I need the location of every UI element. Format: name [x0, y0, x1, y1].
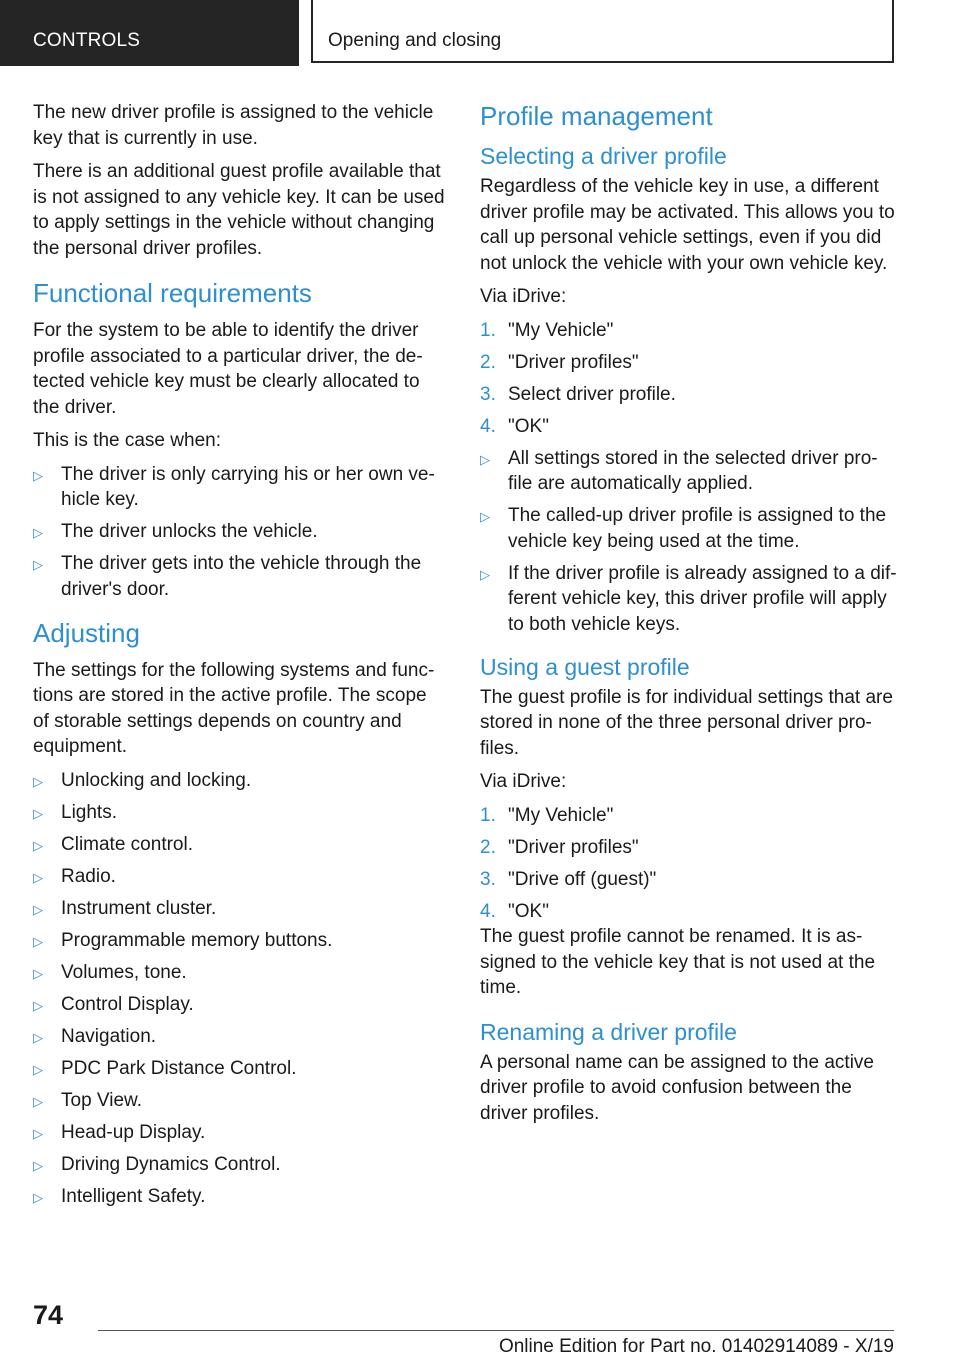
list-item: ▷ The driver is only carrying his or her own ve‐hicle key. — [33, 463, 435, 510]
list-item: ▷ The driver unlocks the vehicle. — [33, 519, 447, 545]
profile-management-heading: Profile management — [480, 101, 713, 131]
triangle-right-icon: ▷ — [480, 451, 490, 467]
step-item: 1. "My Vehicle" — [480, 318, 900, 344]
chapter-title: Opening and closing — [328, 30, 502, 51]
section-title: CONTROLS — [33, 30, 141, 51]
list-item: ▷ All settings stored in the selected driver pro‐file are automatically applied. — [480, 447, 878, 494]
step-number: 2. — [480, 351, 496, 373]
triangle-right-icon: ▷ — [480, 566, 490, 582]
list-item: ▷ The driver gets into the vehicle through the driver's door. — [33, 553, 422, 600]
list-item: ▷ The called-up driver profile is assigned to the vehicle key being used at the time. — [480, 505, 887, 552]
step-number: 1. — [480, 319, 496, 341]
triangle-right-icon: ▷ — [33, 1157, 43, 1173]
via-idrive-label: Via iDrive: — [480, 771, 567, 792]
triangle-right-icon: ▷ — [33, 525, 43, 540]
list-item: ▷ Climate control. — [33, 832, 447, 858]
guest-profile-text: The guest profile is for individual settings that are stored in none of the three personal driver pro‐files. — [480, 686, 893, 759]
list-item: ▷ Navigation. — [33, 1024, 447, 1050]
list-item: ▷ Driving Dynamics Control. — [33, 1152, 447, 1178]
step-item: 2. "Driver profiles" — [480, 350, 900, 376]
step-number: 3. — [480, 383, 496, 405]
guest-profile-note: The guest profile cannot be renamed. It is as‐signed to the vehicle key that is not used at the time. — [480, 926, 876, 998]
left-column — [33, 100, 447, 1216]
triangle-right-icon: ▷ — [33, 869, 43, 885]
triangle-right-icon: ▷ — [33, 467, 43, 483]
functional-case-text: This is the case when: — [33, 430, 221, 451]
selecting-results-list — [480, 446, 900, 638]
triangle-right-icon: ▷ — [33, 933, 43, 949]
step-item: 4. "OK" — [480, 414, 900, 440]
list-item: ▷ Lights. — [33, 800, 447, 826]
triangle-right-icon: ▷ — [33, 1189, 43, 1205]
section-tab — [0, 0, 299, 66]
functional-requirements-text: For the system to be able to identify the driver profile associated to a particular driver, the de‐tected vehicle key must be clearly allocated to the driver. — [33, 320, 423, 418]
functional-requirements-heading: Functional requirements — [33, 278, 312, 308]
list-item: ▷ Control Display. — [33, 992, 447, 1018]
triangle-right-icon: ▷ — [480, 509, 490, 524]
triangle-right-icon: ▷ — [33, 837, 43, 853]
triangle-right-icon: ▷ — [33, 1125, 43, 1141]
intro-paragraph-1: The new driver profile is assigned to the vehicle key that is currently in use. — [33, 102, 434, 149]
footer-divider — [98, 1330, 894, 1331]
via-idrive-label: Via iDrive: — [480, 286, 567, 307]
renaming-profile-text: A personal name can be assigned to the active driver profile to avoid confusion between the driver profiles. — [480, 1051, 874, 1124]
selecting-profile-text: Regardless of the vehicle key in use, a different driver profile may be activated. This allows you to call up personal vehicle settings, even if you did not unlock the vehicle with your own vehicle key. — [480, 176, 895, 274]
list-item: ▷ Top View. — [33, 1088, 447, 1114]
page-number: 74 — [33, 1300, 64, 1330]
selecting-profile-heading: Selecting a driver profile — [480, 143, 727, 169]
footer-edition: Online Edition for Part no. 01402914089 - X/19 — [498, 1336, 894, 1357]
step-number: 4. — [480, 415, 496, 437]
triangle-right-icon: ▷ — [33, 805, 43, 821]
triangle-right-icon: ▷ — [33, 965, 43, 981]
triangle-right-icon: ▷ — [33, 773, 43, 789]
triangle-right-icon: ▷ — [33, 1029, 43, 1045]
guest-profile-heading: Using a guest profile — [480, 653, 690, 680]
step-item: 4. "OK" — [480, 899, 900, 925]
step-number: 4. — [480, 900, 496, 922]
triangle-right-icon: ▷ — [33, 1061, 43, 1077]
list-item: ▷ If the driver profile is already assigned to a dif‐ferent vehicle key, this driver profile will apply to both vehicle keys. — [480, 562, 897, 635]
adjusting-heading: Adjusting — [33, 617, 140, 648]
triangle-right-icon: ▷ — [33, 1093, 43, 1109]
intro-paragraph-2: There is an additional guest profile available that is not assigned to any vehicle key. It can be used to apply settings in the vehicle without changing the personal driver profiles. — [33, 161, 445, 259]
functional-requirements-list — [33, 462, 447, 603]
list-item: ▷ Head-up Display. — [33, 1120, 447, 1146]
triangle-right-icon: ▷ — [33, 997, 43, 1013]
step-item: 3. "Drive off (guest)" — [480, 867, 900, 893]
triangle-right-icon: ▷ — [33, 901, 43, 917]
adjusting-text: The settings for the following systems and func‐tions are stored in the active profile. The scope of storable settings depends on country and equipment. — [33, 659, 435, 757]
step-item: 1. "My Vehicle" — [480, 803, 900, 829]
chapter-tab — [311, 0, 894, 63]
guest-steps-list — [480, 803, 900, 925]
list-item: ▷ Programmable memory buttons. — [33, 928, 447, 954]
step-number: 2. — [480, 836, 496, 858]
list-item: ▷ Radio. — [33, 864, 447, 890]
list-item: ▷ Unlocking and locking. — [33, 768, 447, 794]
list-item: ▷ Intelligent Safety. — [33, 1184, 447, 1210]
triangle-right-icon: ▷ — [33, 557, 43, 572]
list-item: ▷ Instrument cluster. — [33, 896, 447, 922]
right-column — [480, 100, 900, 1134]
step-item: 2. "Driver profiles" — [480, 835, 900, 861]
renaming-profile-heading: Renaming a driver profile — [480, 1018, 737, 1045]
step-number: 3. — [480, 868, 496, 890]
adjusting-list — [33, 768, 447, 1210]
step-number: 1. — [480, 804, 496, 826]
step-item: 3. Select driver profile. — [480, 382, 900, 408]
list-item: ▷ Volumes, tone. — [33, 960, 447, 986]
selecting-steps-list — [480, 318, 900, 440]
list-item: ▷ PDC Park Distance Control. — [33, 1056, 447, 1082]
